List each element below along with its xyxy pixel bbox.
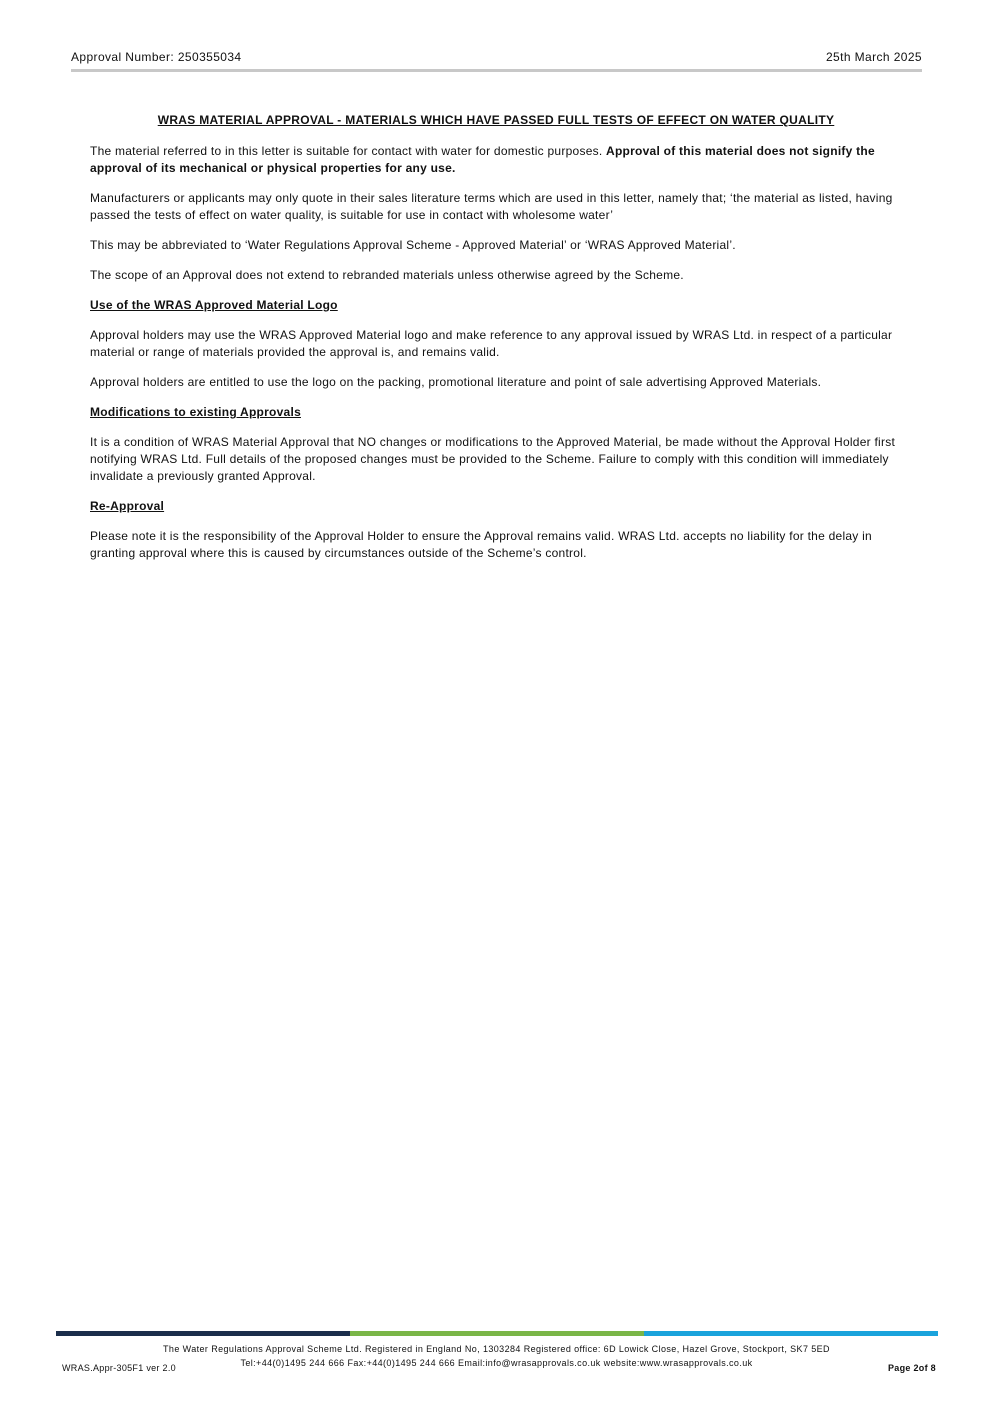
intro-paragraph-2: Manufacturers or applicants may only quote in their sales literature terms which are used in this letter, namely that; ‘the material as listed, having passed the tests of effect on water quality, is suitable for use in contact with wholesome water’ (90, 191, 893, 222)
logo-section-paragraph-2: Approval holders are entitled to use the logo on the packing, promotional literature and point of sale advertising Approved Materials. (90, 375, 822, 389)
footer-contact-info: Tel:+44(0)1495 244 666 Fax:+44(0)1495 244 666 Email:info@wrasapprovals.co.uk website:www.wrasapprovals.co.uk (240, 1358, 753, 1368)
reapproval-section-heading: Re-Approval (90, 499, 165, 513)
intro-paragraph-3: This may be abbreviated to ‘Water Regulations Approval Scheme - Approved Material’ or ‘WRAS Approved Material’. (90, 238, 736, 252)
logo-section-heading: Use of the WRAS Approved Material Logo (90, 298, 338, 312)
document-title: WRAS MATERIAL APPROVAL - MATERIALS WHICH HAVE PASSED FULL TESTS OF EFFECT ON WATER QUALITY (157, 113, 835, 127)
footer-bar-green (350, 1331, 644, 1336)
logo-section-paragraph-1: Approval holders may use the WRAS Approved Material logo and make reference to any approval issued by WRAS Ltd. in respect of a particular material or range of materials provided the approval is, and remains valid. (90, 328, 893, 359)
header-rule (71, 69, 922, 72)
modifications-section-paragraph: It is a condition of WRAS Material Approval that NO changes or modifications to the Approved Material, be made without the Approval Holder first notifying WRAS Ltd. Full details of the proposed changes must be provided to the Scheme. Failure to comply with this condition will immediately invalidate a previously granted Approval. (90, 435, 896, 483)
intro-paragraph-4: The scope of an Approval does not extend to rebranded materials unless otherwise agreed by the Scheme. (90, 268, 684, 282)
header-date: 25th March 2025 (825, 50, 922, 64)
modifications-section-heading: Modifications to existing Approvals (90, 405, 301, 419)
footer-company-info: The Water Regulations Approval Scheme Ltd. Registered in England No, 1303284 Registered office: 6D Lowick Close, Hazel Grove, Stockport, SK7 5ED (163, 1344, 830, 1354)
intro-paragraph-1-bold: Approval of this material does not signify the approval of its mechanical or physical properties for any use. (90, 144, 875, 175)
footer-form-version: WRAS.Appr-305F1 ver 2.0 (62, 1363, 176, 1373)
intro-paragraph-1-text: The material referred to in this letter is suitable for contact with water for domestic purposes. (90, 144, 607, 158)
footer-bar-blue (644, 1331, 938, 1336)
reapproval-section-paragraph: Please note it is the responsibility of the Approval Holder to ensure the Approval remains valid. WRAS Ltd. accepts no liability for the delay in granting approval where this is caused by circumstances outside of the Scheme’s control. (90, 529, 872, 560)
footer-page-number: Page 2of 8 (887, 1363, 936, 1373)
footer-color-bar (56, 1331, 938, 1336)
header-approval-number: Approval Number: 250355034 (71, 50, 242, 64)
footer-bar-navy (56, 1331, 350, 1336)
intro-paragraph-1 (90, 143, 902, 177)
document-body (90, 112, 902, 575)
